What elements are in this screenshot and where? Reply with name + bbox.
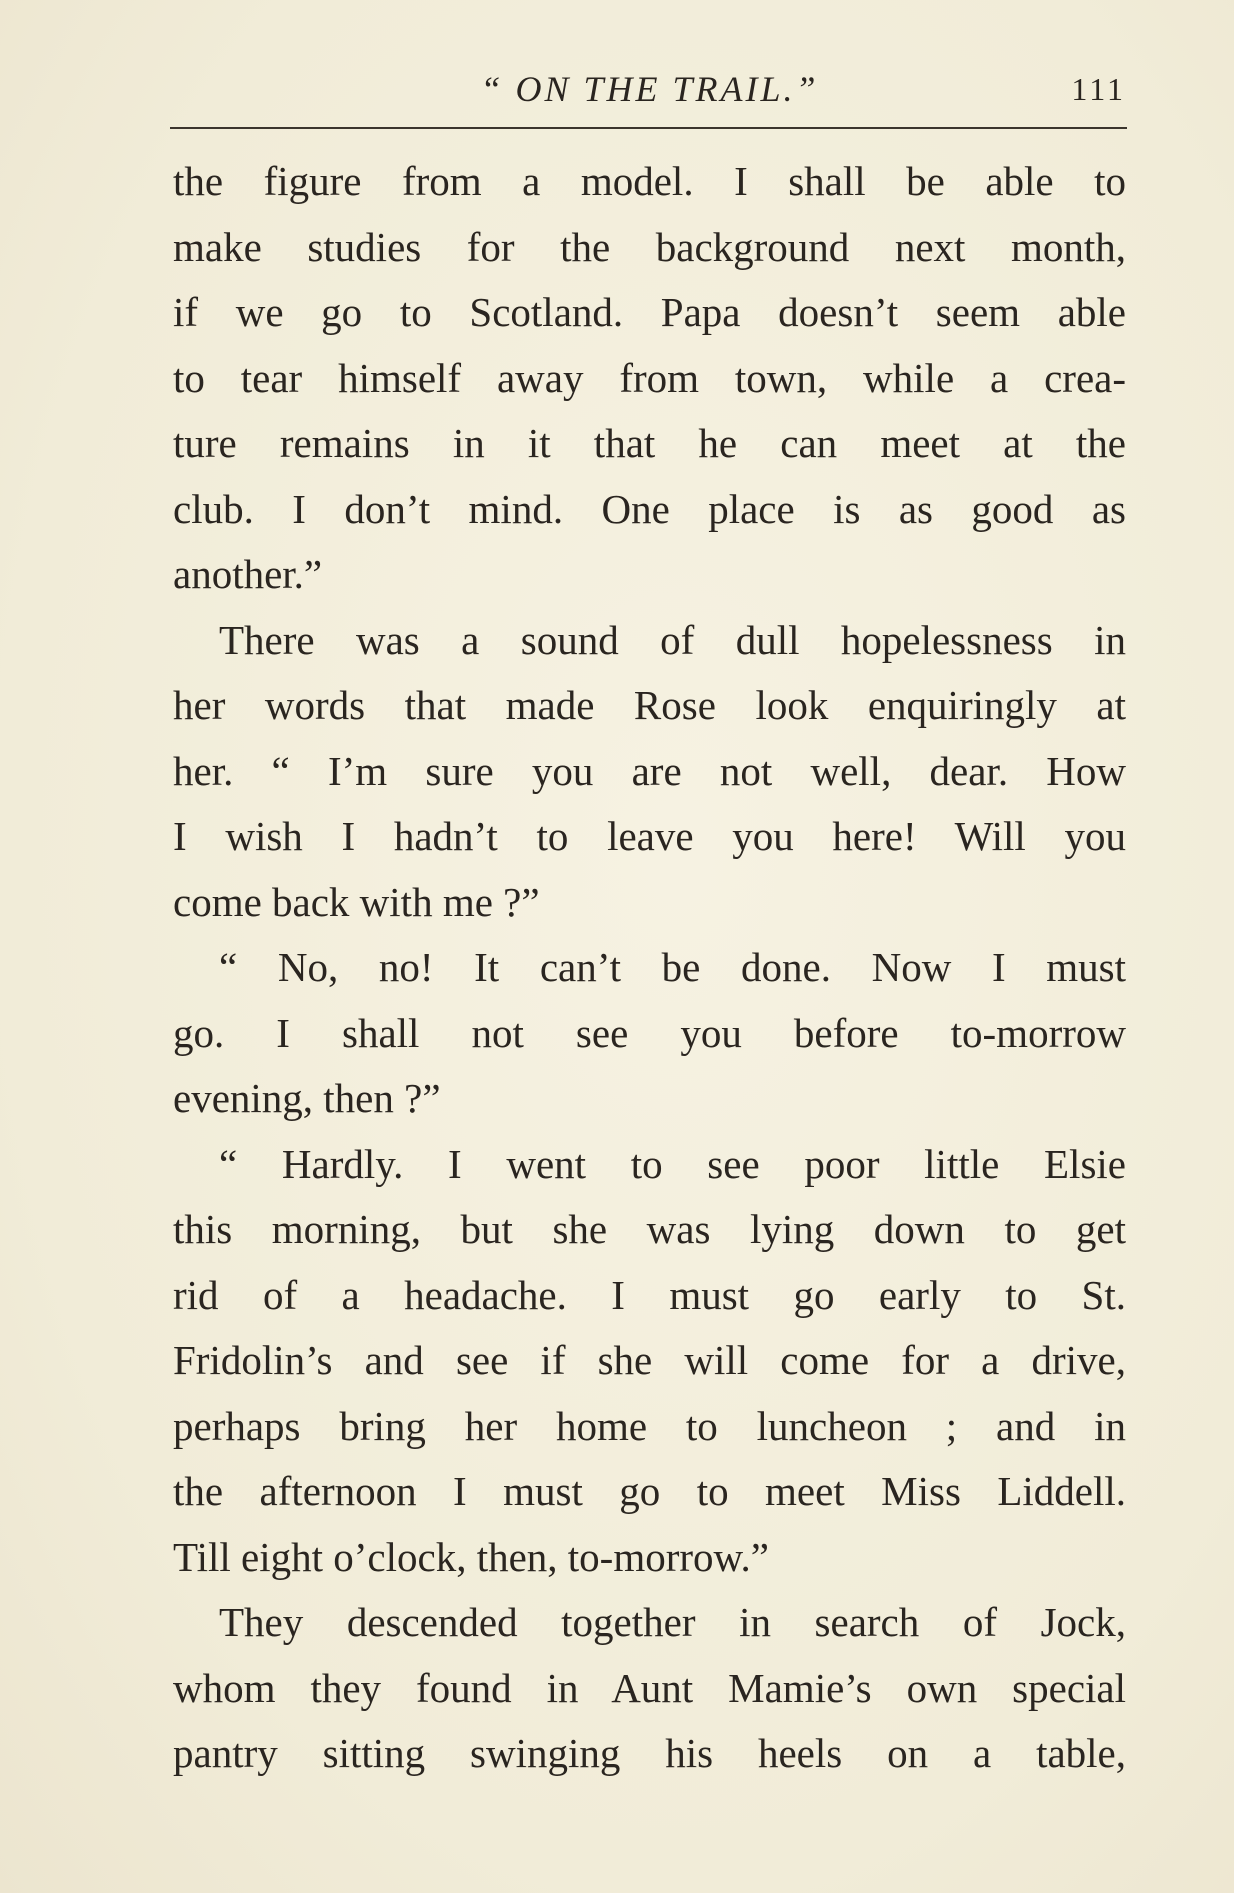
text-line: club. I don’t mind. One place is as good as: [173, 485, 1126, 532]
text-line: There was a sound of dull hopelessness in: [219, 616, 1126, 663]
text-line: Fridolin’s and see if she will come for a drive,: [173, 1337, 1126, 1383]
text-line: I wish I hadn’t to leave you here! Will you: [173, 813, 1126, 859]
text-line: if we go to Scotland. Papa doesn’t seem able: [173, 289, 1126, 335]
text-line: come back with me ?”: [173, 878, 540, 925]
text-line: make studies for the background next month,: [173, 223, 1126, 270]
text-line: her. “ I’m sure you are not well, dear. How: [173, 747, 1126, 794]
text-line: “ Hardly. I went to see poor little Elsie: [219, 1140, 1126, 1187]
running-title: “ ON THE TRAIL.”: [480, 69, 819, 109]
page-number: 111: [1071, 71, 1126, 107]
text-line: ture remains in it that he can meet at the: [173, 420, 1126, 466]
text-line: Till eight o’clock, then, to-morrow.”: [173, 1533, 769, 1580]
text-line: this morning, but she was lying down to get: [173, 1206, 1126, 1252]
body-text: [173, 149, 1126, 1787]
text-line: to tear himself away from town, while a crea-: [173, 354, 1126, 401]
text-line: pantry sitting swinging his heels on a table,: [173, 1730, 1126, 1776]
text-line: the figure from a model. I shall be able to: [173, 158, 1126, 204]
text-line: her words that made Rose look enquiringly at: [173, 682, 1126, 728]
header-rule: [170, 127, 1127, 129]
text-line: whom they found in Aunt Mamie’s own special: [173, 1664, 1126, 1711]
text-line: go. I shall not see you before to-morrow: [173, 1009, 1126, 1056]
running-head: [173, 64, 1126, 114]
text-line: evening, then ?”: [173, 1075, 441, 1121]
text-line: “ No, no! It can’t be done. Now I must: [219, 944, 1126, 990]
text-line: the afternoon I must go to meet Miss Liddell.: [173, 1468, 1126, 1514]
text-line: perhaps bring her home to luncheon ; and in: [173, 1402, 1126, 1449]
text-line: rid of a headache. I must go early to St.: [173, 1271, 1126, 1318]
text-line: They descended together in search of Jock,: [219, 1599, 1126, 1645]
text-line: another.”: [173, 551, 323, 597]
